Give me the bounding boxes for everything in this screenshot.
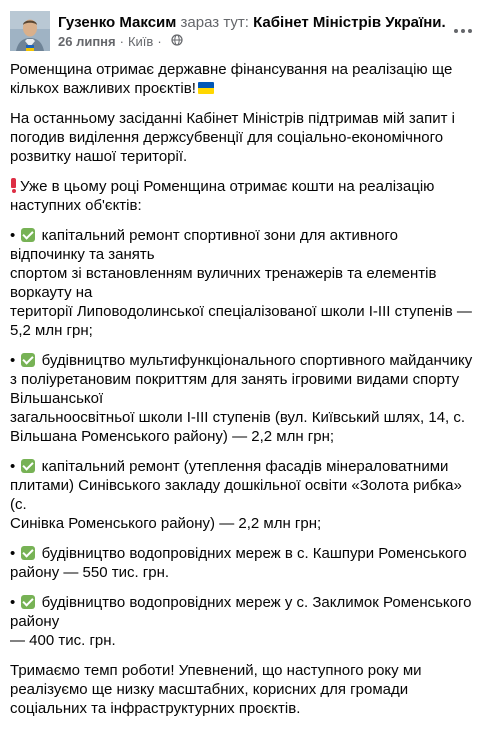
post-intro: Роменщина отримає державне фінансування на реалізацію ще кількох важливих проєктів!	[10, 61, 453, 97]
post-closing: Тримаємо темп роботи! Упевнений, що наступного року ми реалізуємо ще низку масштабних, корисних для громади соціальних та інфраструктурних проєктів.	[10, 662, 422, 717]
check-mark-icon	[21, 546, 35, 560]
post-paragraph: Уже в цьому році Роменщина отримає кошти на реалізацію наступних об'єктів:	[10, 178, 435, 214]
check-mark-icon	[21, 228, 35, 242]
avatar[interactable]	[10, 11, 50, 51]
post-place[interactable]: Київ	[127, 34, 154, 49]
list-item: • капітальний ремонт спортивної зони для активного відпочинку та занять спортом зі встановленням вуличних тренажерів та елементів воркауту на території Липоводолинської спеціалізованої школи І-ІІІ ступенів — 5,2 млн грн;	[10, 227, 472, 339]
meta-separator: ·	[119, 34, 124, 49]
post-meta	[58, 34, 183, 50]
post-paragraph: На останньому засіданні Кабінет Міністрів підтримав мій запит і погодив виділення держсубвенції для соціально-економічного розвитку нашої території.	[10, 110, 455, 165]
post-date[interactable]: 26 липня	[58, 34, 116, 49]
check-mark-icon	[21, 353, 35, 367]
list-item: • будівництво водопровідних мереж в с. Кашпури Роменського району — 550 тис. грн.	[10, 545, 467, 581]
list-item: • будівництво водопровідних мереж у с. Заклимок Роменського району — 400 тис. грн.	[10, 594, 472, 649]
avatar-image	[10, 11, 50, 51]
list-item: • будівництво мультифункціонального спортивного майданчику з поліуретановим покриттям для занять ігровими видами спорту Вільшанської загальноосвітньої школи І-ІІІ ступенів (вул. Київський шлях, 14, с. Вільшана Роменського району) — 2,2 млн грн;	[10, 352, 473, 445]
exclamation-icon	[10, 178, 17, 193]
check-mark-icon	[21, 459, 35, 473]
post-body	[10, 60, 477, 729]
checkin-status: зараз тут:	[180, 14, 249, 31]
post-header	[10, 11, 477, 51]
author-line	[58, 14, 453, 32]
ukraine-flag-icon	[198, 82, 214, 94]
check-mark-icon	[21, 595, 35, 609]
more-options-icon[interactable]	[449, 17, 477, 45]
meta-separator: ·	[157, 34, 162, 49]
globe-icon[interactable]	[171, 34, 183, 50]
list-item: • капітальний ремонт (утеплення фасадів мінераловатними плитами) Синівського закладу дошкільної освіти «Золота рибка» (с. Синівка Роменського району) — 2,2 млн грн;	[10, 458, 462, 532]
checkin-location[interactable]: Кабінет Міністрів України.	[253, 14, 446, 31]
author-name[interactable]: Гузенко Максим	[58, 14, 177, 31]
